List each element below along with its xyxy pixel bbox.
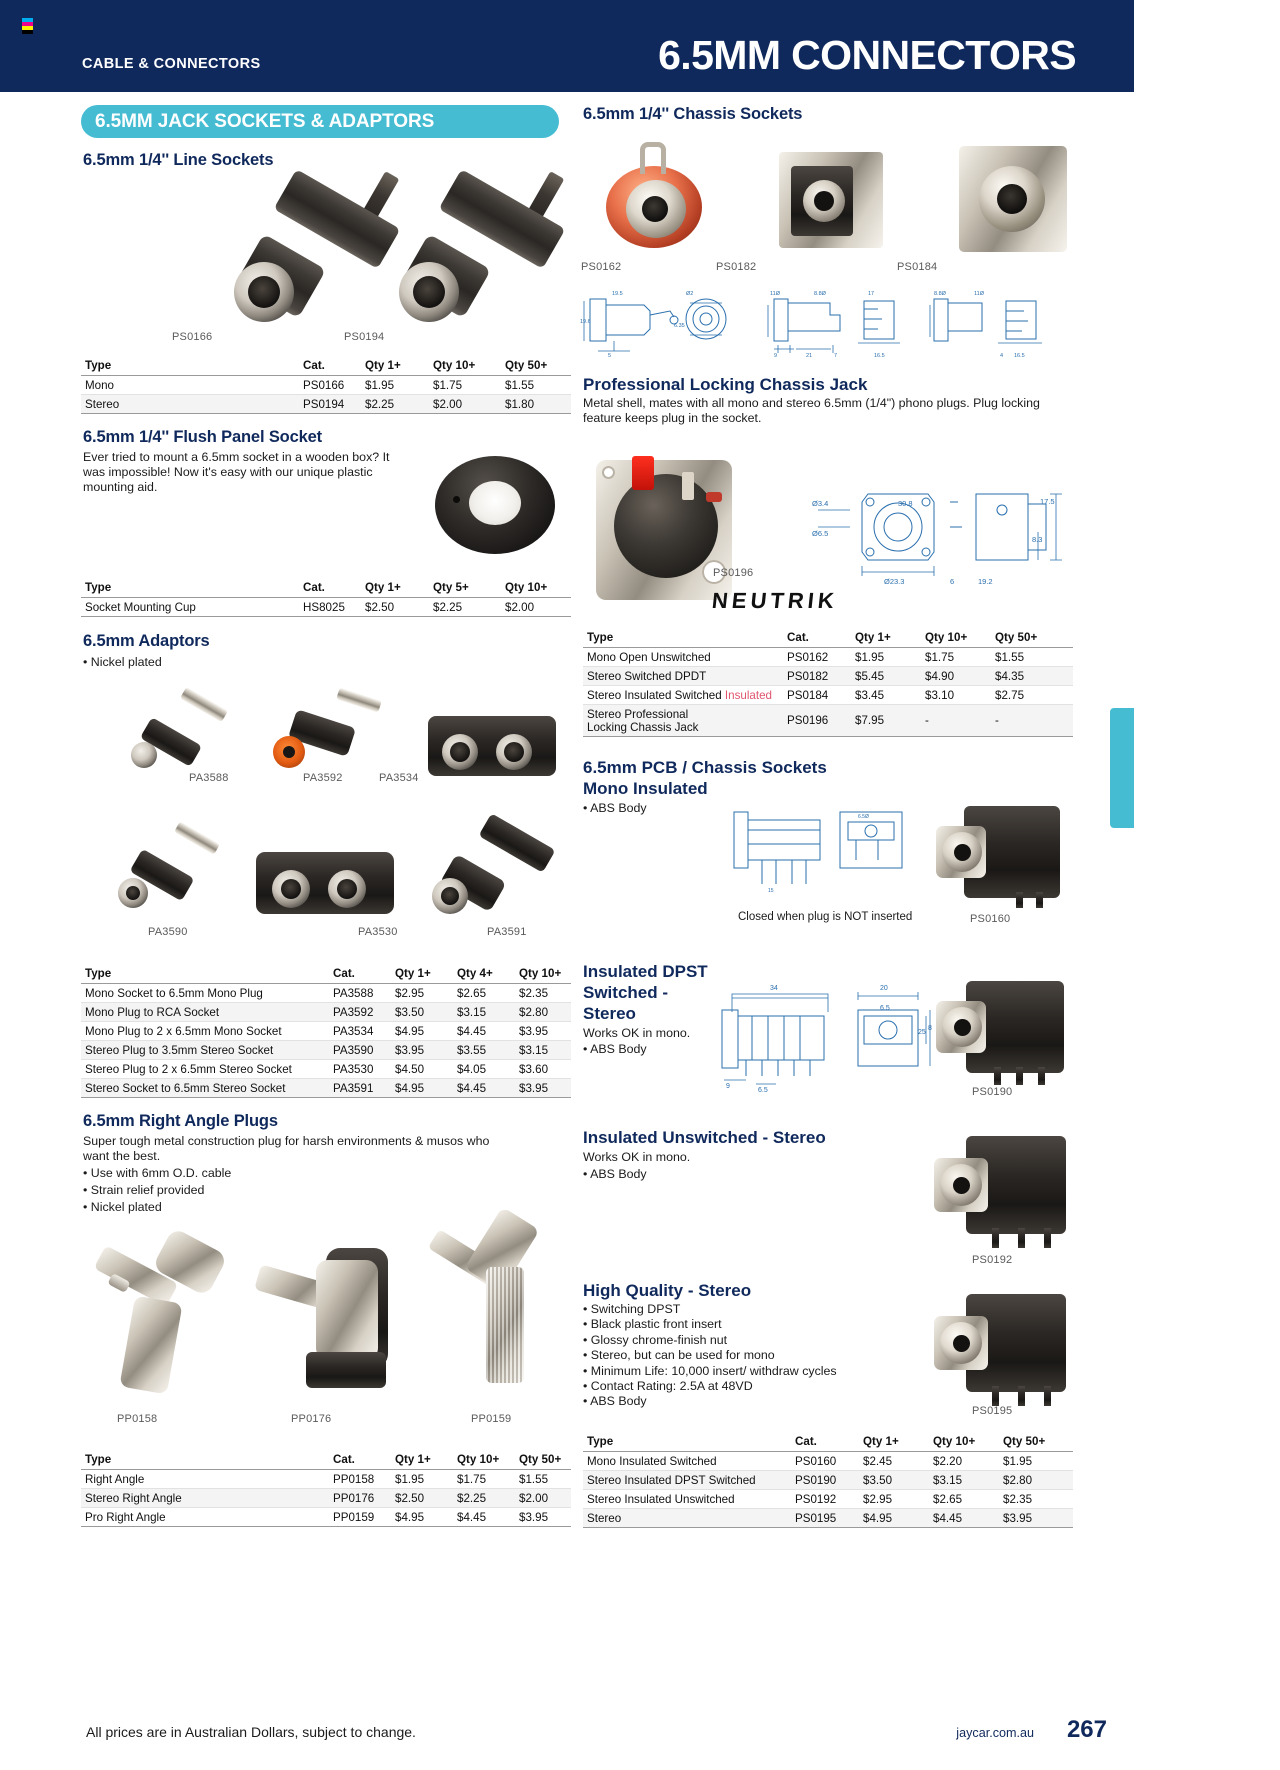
bullets-high-quality (583, 1302, 943, 1410)
photo-label-pa3534: PA3534 (379, 772, 419, 784)
col-cat: Cat. (783, 628, 851, 648)
page-header (0, 0, 1134, 92)
caption-pcb-sockets: Closed when plug is NOT inserted (738, 911, 913, 923)
photo-label-pa3592: PA3592 (303, 772, 343, 784)
product-photo-ps0192 (930, 1130, 1080, 1250)
svg-text:6.5: 6.5 (758, 1087, 768, 1092)
product-photo-ps0160 (930, 800, 1075, 910)
heading-dpst-line1: Insulated DPST (583, 962, 708, 981)
photo-label-ps0184: PS0184 (897, 261, 938, 273)
bullet-high-quality-2: • Glossy chrome-finish nut (583, 1332, 728, 1347)
cell-qty50: $1.80 (501, 395, 571, 414)
cell-type: Stereo (81, 395, 299, 414)
product-photo-pa3588 (128, 690, 238, 785)
cell-type: Stereo Socket to 6.5mm Stereo Socket (81, 1079, 329, 1098)
cell-price: $7.95 (851, 705, 921, 737)
cell-cat: PP0158 (329, 1470, 391, 1489)
photo-label-ps0166: PS0166 (172, 331, 213, 343)
svg-text:9: 9 (774, 353, 778, 359)
table-row (81, 376, 571, 395)
col-qty50: Qty 50+ (515, 1450, 571, 1470)
table-row (81, 984, 571, 1003)
col-qty5: Qty 5+ (429, 578, 501, 598)
cell-price: $4.50 (391, 1060, 453, 1079)
product-photo-ps0194 (390, 170, 575, 335)
cell-type: Mono Open Unswitched (583, 648, 783, 667)
heading-unswitched: Insulated Unswitched - Stereo (583, 1128, 826, 1147)
cell-type: Mono Plug to RCA Socket (81, 1003, 329, 1022)
technical-drawing-chassis-sockets (578, 285, 1078, 360)
heading-pcb-sockets-line2: Mono Insulated (583, 779, 708, 798)
col-type: Type (583, 1432, 791, 1452)
bullet-high-quality-4: • Minimum Life: 10,000 insert/ withdraw cycles (583, 1363, 837, 1378)
cell-cat: PS0166 (299, 376, 361, 395)
cell-price: $4.95 (391, 1508, 453, 1527)
bullet-high-quality-3: • Stereo, but can be used for mono (583, 1348, 775, 1363)
col-type: Type (583, 628, 783, 648)
col-qty10: Qty 10+ (501, 578, 571, 598)
cell-price: $3.95 (391, 1041, 453, 1060)
heading-adaptors: 6.5mm Adaptors (83, 632, 210, 650)
bullet-dpst-0: • ABS Body (583, 1042, 647, 1056)
cell-qty1: $2.25 (361, 395, 429, 414)
photo-label-pa3588: PA3588 (189, 772, 229, 784)
bullet-adaptors-0: • Nickel plated (83, 655, 162, 669)
section-banner: 6.5MM JACK SOCKETS & ADAPTORS (81, 105, 559, 138)
svg-text:16.5: 16.5 (1014, 353, 1025, 359)
cell-cat: PS0160 (791, 1452, 859, 1471)
body-unswitched: Works OK in mono. (583, 1150, 691, 1164)
photo-label-ps0162: PS0162 (581, 261, 622, 273)
cmyk-registration-icon (22, 18, 33, 34)
svg-text:6.5: 6.5 (880, 1005, 890, 1012)
heading-line-sockets: 6.5mm 1/4'' Line Sockets (83, 151, 274, 169)
bullet-high-quality-5: • Contact Rating: 2.5A at 48VD (583, 1379, 753, 1394)
svg-text:9: 9 (726, 1083, 730, 1090)
cell-type: Pro Right Angle (81, 1508, 329, 1527)
photo-label-pp0176: PP0176 (291, 1413, 332, 1425)
body-flush-panel: Ever tried to mount a 6.5mm socket in a wooden box? It was impossible! Now it's easy with our unique plastic mounting aid. (83, 450, 390, 495)
col-qty10: Qty 10+ (429, 356, 501, 376)
cell-price: - (991, 705, 1073, 737)
technical-drawing-dpst (712, 972, 942, 1092)
col-cat: Cat. (299, 356, 361, 376)
bullet-right-angle-0: • Use with 6mm O.D. cable (83, 1166, 232, 1180)
cell-type: Right Angle (81, 1470, 329, 1489)
cell-price: $4.95 (391, 1022, 453, 1041)
table-row (583, 667, 1073, 686)
bullet-high-quality-1: • Black plastic front insert (583, 1317, 722, 1332)
svg-text:11Ø: 11Ø (770, 291, 780, 297)
cell-price: $2.50 (391, 1489, 453, 1508)
col-qty50: Qty 50+ (991, 628, 1073, 648)
col-type: Type (81, 578, 299, 598)
col-cat: Cat. (299, 578, 361, 598)
cell-price: $3.10 (921, 686, 991, 705)
bullet-high-quality-6: • ABS Body (583, 1394, 647, 1409)
cell-cat: PA3588 (329, 984, 391, 1003)
svg-text:7: 7 (834, 353, 838, 359)
svg-text:19.6: 19.6 (580, 319, 591, 325)
col-qty50: Qty 50+ (999, 1432, 1073, 1452)
cell-price: $2.80 (999, 1471, 1073, 1490)
table-header-row (81, 1450, 571, 1470)
table-row (81, 1508, 571, 1527)
svg-text:8: 8 (928, 1025, 932, 1032)
col-qty1: Qty 1+ (851, 628, 921, 648)
table-right-angle (81, 1450, 571, 1527)
insulated-tag: Insulated (724, 688, 772, 702)
heading-pcb-sockets-line1: 6.5mm PCB / Chassis Sockets (583, 758, 827, 777)
bullet-right-angle-1: • Strain relief provided (83, 1183, 205, 1197)
svg-text:20: 20 (880, 985, 888, 992)
photo-label-pa3530: PA3530 (358, 926, 398, 938)
table-row (81, 1041, 571, 1060)
cell-price: $2.35 (999, 1490, 1073, 1509)
cell-cat: PA3592 (329, 1003, 391, 1022)
table-row (583, 1490, 1073, 1509)
product-photo-ps0184 (955, 142, 1073, 260)
cell-qty10: $1.75 (429, 376, 501, 395)
table-header-row (583, 1432, 1073, 1452)
cell-price: $1.55 (991, 648, 1073, 667)
table-row (81, 1470, 571, 1489)
col-type: Type (81, 964, 329, 984)
cell-price: $2.00 (515, 1489, 571, 1508)
table-row (583, 648, 1073, 667)
price-table (583, 1432, 1073, 1528)
page-title: 6.5MM CONNECTORS (658, 32, 1076, 78)
svg-text:8.8Ø: 8.8Ø (934, 291, 946, 297)
table-header-row (81, 964, 571, 984)
table-row (583, 686, 1073, 705)
cell-cat: PS0195 (791, 1509, 859, 1528)
cell-cat: HS8025 (299, 598, 361, 617)
cell-type: Mono Socket to 6.5mm Mono Plug (81, 984, 329, 1003)
cell-price: $5.45 (851, 667, 921, 686)
cell-cat: PS0162 (783, 648, 851, 667)
table-row (583, 1509, 1073, 1528)
heading-chassis-sockets: 6.5mm 1/4'' Chassis Sockets (583, 105, 803, 123)
col-cat: Cat. (329, 1450, 391, 1470)
cell-price: $2.95 (391, 984, 453, 1003)
cell-price: $4.35 (991, 667, 1073, 686)
svg-text:8.3: 8.3 (1032, 535, 1043, 544)
cell-type: Stereo (583, 1509, 791, 1528)
cell-price: $4.05 (453, 1060, 515, 1079)
cell-price: $3.15 (515, 1041, 571, 1060)
col-qty10: Qty 10+ (921, 628, 991, 648)
cell-type: Stereo Insulated DPST Switched (583, 1471, 791, 1490)
col-qty1: Qty 1+ (859, 1432, 929, 1452)
photo-label-ps0160: PS0160 (970, 913, 1011, 925)
svg-text:Ø2: Ø2 (686, 291, 694, 297)
table-pcb-sockets (583, 1432, 1073, 1528)
cell-price: $2.45 (859, 1452, 929, 1471)
photo-label-ps0196: PS0196 (713, 567, 754, 579)
table-row (81, 1079, 571, 1098)
bullet-unswitched-0: • ABS Body (583, 1167, 647, 1181)
table-flush-panel (81, 578, 571, 617)
photo-label-pp0158: PP0158 (117, 1413, 158, 1425)
cell-cat: PS0192 (791, 1490, 859, 1509)
cell-cat: PA3530 (329, 1060, 391, 1079)
technical-drawing-locking-jack (810, 480, 1070, 590)
photo-label-pa3590: PA3590 (148, 926, 188, 938)
heading-flush-panel: 6.5mm 1/4'' Flush Panel Socket (83, 428, 323, 446)
price-table (81, 356, 571, 414)
table-line-sockets (81, 356, 571, 414)
svg-text:6.5Ø: 6.5Ø (858, 814, 869, 820)
footer-note: All prices are in Australian Dollars, subject to change. (86, 1724, 416, 1740)
cell-price: $3.50 (391, 1003, 453, 1022)
cell-price: $4.95 (391, 1079, 453, 1098)
cell-price: $1.55 (515, 1470, 571, 1489)
cell-price: $2.75 (991, 686, 1073, 705)
cell-price: $2.80 (515, 1003, 571, 1022)
product-photo-pa3591 (428, 826, 558, 921)
cell-type: Stereo Plug to 2 x 6.5mm Stereo Socket (81, 1060, 329, 1079)
cell-price: $3.95 (515, 1022, 571, 1041)
cell-price: $4.45 (453, 1022, 515, 1041)
cell-type: Stereo Right Angle (81, 1489, 329, 1508)
photo-label-ps0182: PS0182 (716, 261, 757, 273)
cell-type: Stereo Plug to 3.5mm Stereo Socket (81, 1041, 329, 1060)
cell-price: $3.95 (515, 1508, 571, 1527)
cell-cat: PS0184 (783, 686, 851, 705)
cell-price: $2.65 (453, 984, 515, 1003)
cell-price: $4.90 (921, 667, 991, 686)
cell-price: $1.95 (391, 1470, 453, 1489)
bullet-high-quality-0: • Switching DPST (583, 1302, 681, 1316)
svg-text:16.5: 16.5 (874, 353, 885, 359)
cell-cat: PS0196 (783, 705, 851, 737)
cell-price: $3.55 (453, 1041, 515, 1060)
page-edge-tab (1110, 708, 1134, 828)
cell-price: $2.65 (929, 1490, 999, 1509)
product-photo-pa3534 (408, 700, 568, 795)
svg-text:6: 6 (950, 577, 955, 586)
price-table (81, 964, 571, 1098)
cell-price: $2.35 (515, 984, 571, 1003)
body-dpst: Works OK in mono. (583, 1026, 691, 1040)
svg-text:Ø3.4: Ø3.4 (812, 499, 829, 508)
cell-price: $1.95 (851, 648, 921, 667)
svg-text:17.5: 17.5 (1040, 497, 1055, 506)
table-row (583, 1452, 1073, 1471)
heading-high-quality: High Quality - Stereo (583, 1281, 752, 1300)
product-photo-pp0176 (240, 1232, 400, 1407)
svg-text:6.35: 6.35 (674, 323, 685, 329)
col-qty10: Qty 10+ (515, 964, 571, 984)
cell-price: $3.95 (515, 1079, 571, 1098)
product-photo-ps0190 (930, 975, 1075, 1085)
table-header-row (81, 578, 571, 598)
product-photo-ps0182 (775, 148, 890, 258)
cell-price: - (921, 705, 991, 737)
product-photo-pa3590 (108, 828, 228, 923)
product-photo-ps0166 (225, 170, 410, 335)
cell-cat: PA3534 (329, 1022, 391, 1041)
product-photo-pa3592 (265, 688, 385, 783)
cell-price: $1.95 (999, 1452, 1073, 1471)
svg-text:30.8: 30.8 (898, 499, 913, 508)
cell-price: $4.45 (453, 1079, 515, 1098)
table-row (81, 1022, 571, 1041)
table-locking-jack (583, 628, 1073, 737)
col-qty1: Qty 1+ (391, 1450, 453, 1470)
price-table (81, 1450, 571, 1527)
cell-type: Mono (81, 376, 299, 395)
cell-price: $4.45 (453, 1508, 515, 1527)
table-row (583, 1471, 1073, 1490)
cell-price: $2.25 (453, 1489, 515, 1508)
photo-label-ps0194: PS0194 (344, 331, 385, 343)
technical-drawing-pcb-mono (728, 800, 918, 895)
cell-price: $3.45 (851, 686, 921, 705)
price-table (583, 628, 1073, 737)
table-adaptors (81, 964, 571, 1098)
table-row (81, 1060, 571, 1079)
cell-price: $1.75 (453, 1470, 515, 1489)
cell-cat: PS0194 (299, 395, 361, 414)
col-qty50: Qty 50+ (501, 356, 571, 376)
cell-price: $3.15 (929, 1471, 999, 1490)
cell-price: $3.60 (515, 1060, 571, 1079)
col-qty1: Qty 1+ (391, 964, 453, 984)
cell-qty50: $1.55 (501, 376, 571, 395)
cell-price: $4.95 (859, 1509, 929, 1528)
cell-type: Stereo Insulated Unswitched (583, 1490, 791, 1509)
svg-text:8.8Ø: 8.8Ø (814, 291, 826, 297)
table-row (81, 1003, 571, 1022)
svg-text:19.5: 19.5 (612, 291, 623, 297)
product-photo-pa3530 (248, 838, 408, 930)
product-photo-pp0158 (85, 1225, 240, 1405)
bullet-pcb-sockets-0: • ABS Body (583, 801, 647, 815)
header-category: CABLE & CONNECTORS (82, 56, 261, 72)
cell-price: $4.45 (929, 1509, 999, 1528)
col-qty1: Qty 1+ (361, 356, 429, 376)
footer-url: jaycar.com.au (956, 1726, 1034, 1740)
product-photo-ps0162 (600, 140, 720, 255)
table-row (81, 1489, 571, 1508)
svg-text:Ø6.5: Ø6.5 (812, 529, 829, 538)
table-row (583, 705, 1073, 737)
cell-cat: PA3590 (329, 1041, 391, 1060)
cell-type: Stereo Switched DPDT (583, 667, 783, 686)
cell-type: Stereo Insulated Switched Insulated (583, 686, 783, 705)
col-qty4: Qty 4+ (453, 964, 515, 984)
svg-text:25: 25 (918, 1029, 926, 1036)
product-photo-hs8025 (425, 444, 560, 564)
page-number: 267 (1066, 1716, 1107, 1743)
svg-text:4: 4 (1000, 353, 1004, 359)
col-qty1: Qty 1+ (361, 578, 429, 598)
cell-type: Mono Plug to 2 x 6.5mm Mono Socket (81, 1022, 329, 1041)
product-photo-ps0195 (930, 1288, 1080, 1408)
table-header-row (81, 356, 571, 376)
cell-price: $2.95 (859, 1490, 929, 1509)
body-right-angle: Super tough metal construction plug for harsh environments & musos who want the best. (83, 1134, 490, 1164)
svg-text:11Ø: 11Ø (974, 291, 984, 297)
body-locking-jack: Metal shell, mates with all mono and stereo 6.5mm (1/4") phono plugs. Plug locking feature keeps plug in the socket. (583, 396, 1040, 426)
cell-qty1: $1.95 (361, 376, 429, 395)
cell-qty1: $2.50 (361, 598, 429, 617)
cell-qty10: $2.00 (429, 395, 501, 414)
cell-qty5: $2.25 (429, 598, 501, 617)
price-table (81, 578, 571, 617)
svg-text:17: 17 (868, 291, 875, 297)
photo-label-ps0192: PS0192 (972, 1254, 1013, 1266)
photo-label-ps0190: PS0190 (972, 1086, 1013, 1098)
cell-price: $3.95 (999, 1509, 1073, 1528)
cell-cat: PP0159 (329, 1508, 391, 1527)
brand-neutrik: NEUTRIK (710, 588, 840, 613)
heading-right-angle: 6.5mm Right Angle Plugs (83, 1112, 278, 1130)
svg-text:21: 21 (806, 353, 813, 359)
cell-qty10: $2.00 (501, 598, 571, 617)
heading-dpst-line3: Stereo (583, 1004, 636, 1023)
col-type: Type (81, 356, 299, 376)
cell-type: Stereo Professional Locking Chassis Jack (583, 705, 783, 737)
cell-cat: PA3591 (329, 1079, 391, 1098)
col-cat: Cat. (791, 1432, 859, 1452)
col-type: Type (81, 1450, 329, 1470)
col-cat: Cat. (329, 964, 391, 984)
cell-cat: PP0176 (329, 1489, 391, 1508)
cell-price: $3.50 (859, 1471, 929, 1490)
cell-price: $2.20 (929, 1452, 999, 1471)
svg-text:19.2: 19.2 (978, 577, 993, 586)
svg-text:Ø23.3: Ø23.3 (884, 577, 905, 586)
photo-label-pa3591: PA3591 (487, 926, 527, 938)
table-row (81, 598, 571, 617)
col-qty10: Qty 10+ (929, 1432, 999, 1452)
svg-text:34: 34 (770, 985, 778, 992)
col-qty10: Qty 10+ (453, 1450, 515, 1470)
photo-label-pp0159: PP0159 (471, 1413, 512, 1425)
cell-price: $3.15 (453, 1003, 515, 1022)
heading-dpst-line2: Switched - (583, 983, 669, 1002)
heading-locking-jack: Professional Locking Chassis Jack (583, 375, 868, 394)
svg-text:5: 5 (608, 353, 612, 359)
cell-type: Socket Mounting Cup (81, 598, 299, 617)
svg-text:15: 15 (768, 888, 774, 894)
cell-cat: PS0182 (783, 667, 851, 686)
cell-type: Mono Insulated Switched (583, 1452, 791, 1471)
bullet-right-angle-2: • Nickel plated (83, 1200, 162, 1214)
photo-label-ps0195: PS0195 (972, 1405, 1013, 1417)
product-photo-pp0159 (420, 1205, 570, 1405)
cell-price: $1.75 (921, 648, 991, 667)
table-header-row (583, 628, 1073, 648)
table-row (81, 395, 571, 414)
cell-cat: PS0190 (791, 1471, 859, 1490)
